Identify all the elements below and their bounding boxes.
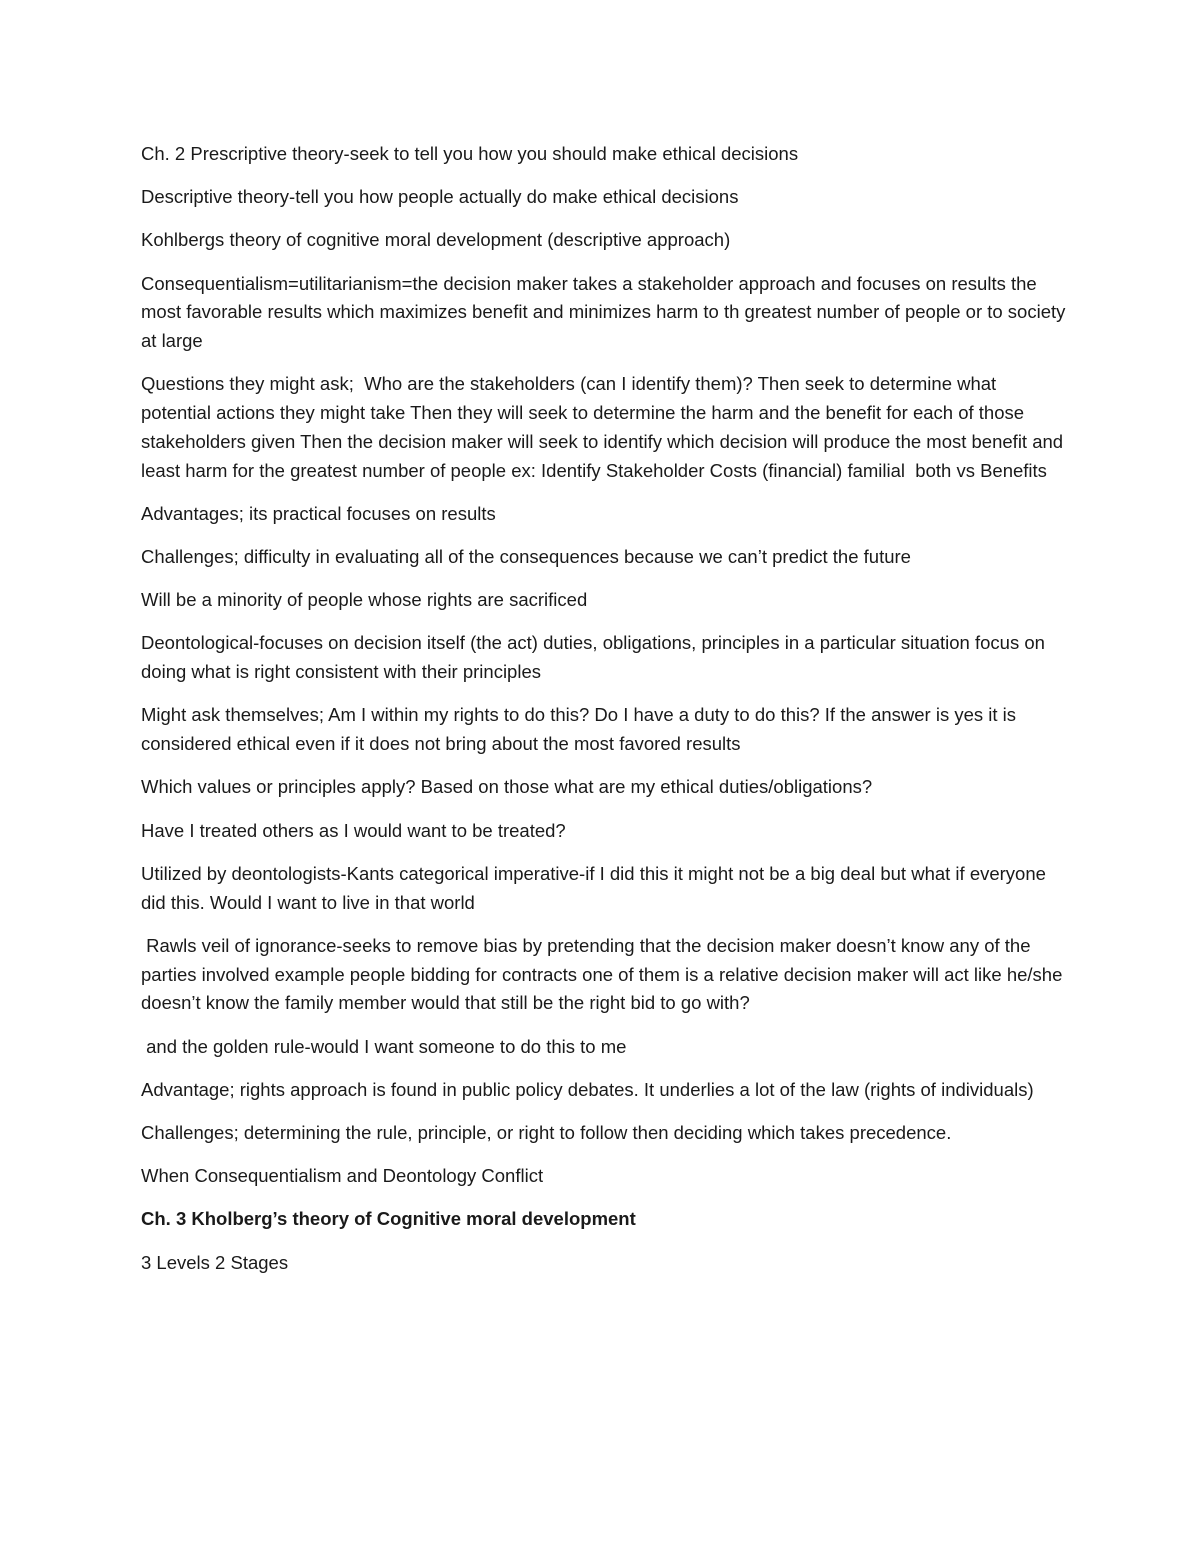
paragraph-challenges-rule: Challenges; determining the rule, principle, or right to follow then deciding which takes precedence. — [141, 1121, 952, 1143]
paragraph-golden-rule: and the golden rule-would I want someone to do this to me — [141, 1035, 627, 1057]
paragraph-deontological: Deontological-focuses on decision itself (the act) duties, obligations, principles in a particular situation focus on doing what is right consistent with their principles — [141, 632, 1051, 683]
paragraph-challenges-consequences: Challenges; difficulty in evaluating all of the consequences because we can’t predict the future — [141, 546, 911, 568]
heading-ch3-kholberg: Ch. 3 Kholberg’s theory of Cognitive moral development — [141, 1208, 636, 1230]
paragraph-treated-others: Have I treated others as I would want to be treated? — [141, 819, 566, 841]
paragraph-rawls-veil: Rawls veil of ignorance-seeks to remove bias by pretending that the decision maker doesn’t know any of the parties involved example people bidding for contracts one of them is a relative decision maker will act like he/she doesn’t know the family member would that still be the right bid to go with? — [141, 934, 1068, 1014]
paragraph-kants-imperative: Utilized by deontologists-Kants categorical imperative-if I did this it might not be a big deal but what if everyone did this. Would I want to live in that world — [141, 862, 1052, 913]
paragraph-conflict: When Consequentialism and Deontology Conflict — [141, 1165, 544, 1187]
paragraph-consequentialism: Consequentialism=utilitarianism=the decision maker takes a stakeholder approach and focuses on results the most favorable results which maximizes benefit and minimizes harm to th greatest number of people or to society at large — [141, 272, 1071, 352]
paragraph-kohlbergs-theory: Kohlbergs theory of cognitive moral development (descriptive approach) — [141, 229, 731, 251]
paragraph-minority-rights: Will be a minority of people whose rights are sacrificed — [141, 589, 588, 611]
paragraph-which-values: Which values or principles apply? Based on those what are my ethical duties/obligations? — [141, 776, 873, 798]
document-body — [141, 140, 1071, 1292]
paragraph-questions-they-might-ask: Questions they might ask; Who are the stakeholders (can I identify them)? Then seek to determine what potential actions they might take Then they will seek to determine the harm and the benefit for each of those stakeholders given Then the decision maker will seek to identify which decision will produce the most benefit and least harm for the greatest number of people ex: Identify Stakeholder Costs (financial) familial both vs Benefits — [141, 373, 1069, 481]
paragraph-advantages-practical: Advantages; its practical focuses on results — [141, 502, 496, 524]
paragraph-levels-stages: 3 Levels 2 Stages — [141, 1251, 289, 1273]
paragraph-ch2-prescriptive: Ch. 2 Prescriptive theory-seek to tell you how you should make ethical decisions — [141, 143, 799, 164]
paragraph-might-ask-themselves: Might ask themselves; Am I within my rights to do this? Do I have a duty to do this? If the answer is yes it is considered ethical even if it does not bring about the most favored results — [141, 704, 1022, 755]
paragraph-descriptive-theory: Descriptive theory-tell you how people actually do make ethical decisions — [141, 186, 739, 208]
paragraph-advantage-rights: Advantage; rights approach is found in public policy debates. It underlies a lot of the law (rights of individuals) — [141, 1078, 1034, 1100]
